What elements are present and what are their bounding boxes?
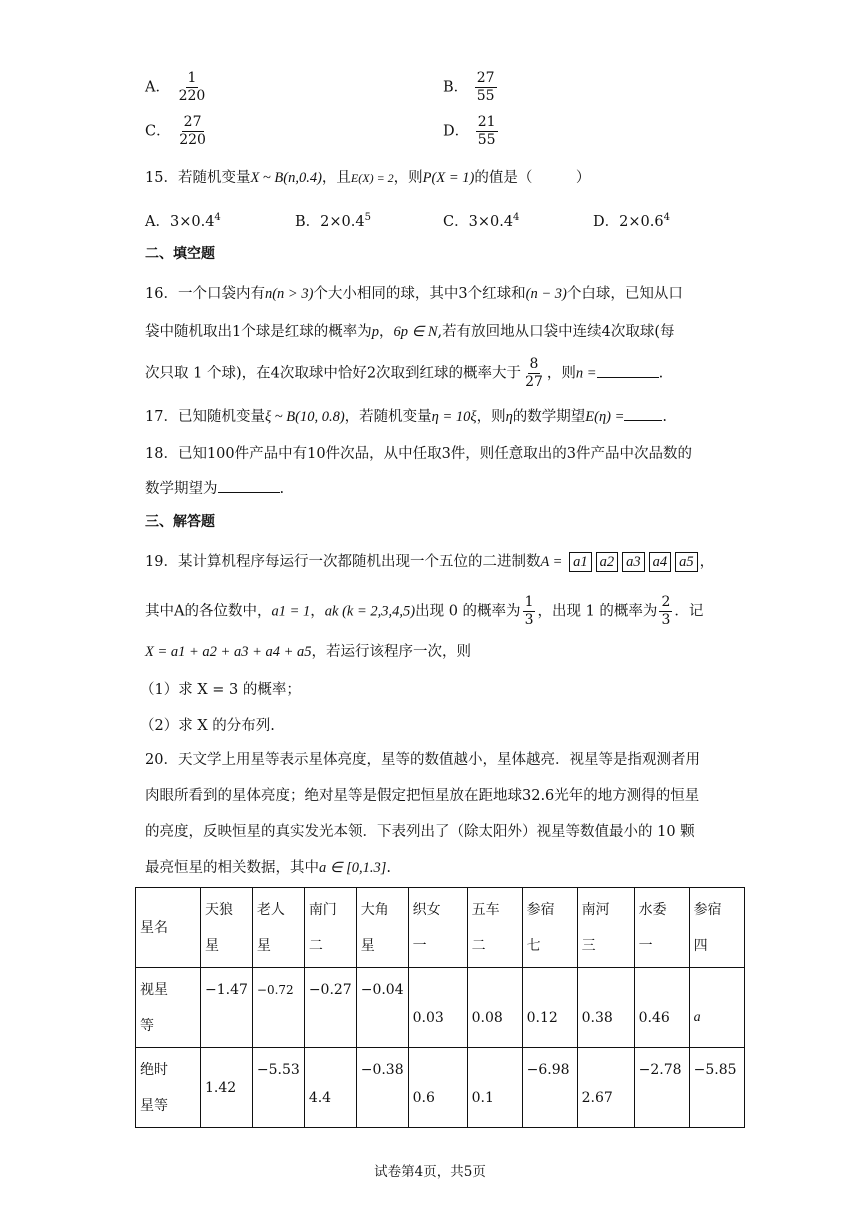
q19-line2: 其中A的各位数中，a1 = 1，ak (k = 2,3,4,5)出现 0 的概率为 $\frac{1}{3}$ ，出现 1 的概率为 $\frac{2}{3}$ ．记 <box>145 594 704 628</box>
table-cell: 0.08 <box>467 968 522 1048</box>
q15-option-b: B．$2\times 0.4^5$ <box>295 212 371 230</box>
table-cell: 1.42 <box>201 1048 253 1128</box>
q17-stem: 17．已知随机变量ξ ~ B(10, 0.8)，若随机变量η = 10ξ，则η的数学期望E(η) = . <box>145 406 667 427</box>
table-cell: −1.47 <box>201 968 253 1048</box>
row-label-absolute-magnitude: 绝时 星等 <box>136 1048 201 1128</box>
table-header-cell: 老人 星 <box>252 888 304 968</box>
table-cell: 0.03 <box>408 968 467 1048</box>
binary-digit-box: a1 <box>569 552 592 572</box>
table-header-row <box>136 888 745 968</box>
table-cell: −0.04 <box>356 968 408 1048</box>
q18-line1: 18．已知100件产品中有10件次品，从中任取3件，则任意取出的3件产品中次品数的 <box>145 446 693 462</box>
table-header-cell: 南河 三 <box>577 888 634 968</box>
page-footer: 试卷第4页，共5页 <box>374 1164 486 1180</box>
table-cell: 2.67 <box>577 1048 634 1128</box>
option-label: B． <box>443 79 469 96</box>
table-header-cell: 五车 二 <box>467 888 522 968</box>
q19-sub1: （1）求 X = 3 的概率； <box>140 682 301 698</box>
row-label-apparent-magnitude: 视星 等 <box>136 968 201 1048</box>
table-row <box>136 968 745 1048</box>
q20-line2: 肉眼所看到的星体亮度；绝对星等是假定把恒星放在距地球32.6光年的地方测得的恒星 <box>145 788 700 804</box>
binary-digit-box: a4 <box>649 552 672 572</box>
q14-option-a: A． $\frac{1}{220}$ <box>145 70 206 104</box>
table-cell: −5.53 <box>252 1048 304 1128</box>
table-header-cell: 参宿 七 <box>522 888 577 968</box>
section-heading-fill-in: 二、填空题 <box>145 246 215 262</box>
option-label: C． <box>145 123 171 140</box>
binary-digit-box: a2 <box>596 552 619 572</box>
q14-option-d: D． $\frac{21}{55}$ <box>443 114 496 148</box>
table-cell: 0.38 <box>577 968 634 1048</box>
table-cell: 0.1 <box>467 1048 522 1128</box>
q19-line3: X = a1 + a2 + a3 + a4 + a5，若运行该程序一次，则 <box>145 644 472 660</box>
table-header-cell: 大角 星 <box>356 888 408 968</box>
table-cell: −0.38 <box>356 1048 408 1128</box>
q16-line3: 次只取 1 个球)，在4次取球中恰好2次取到红球的概率大于 $\frac{8}{27}$ ，则n = . <box>145 356 664 390</box>
binary-digit-box: a3 <box>622 552 645 572</box>
q15-option-c: C．$3\times 0.4^4$ <box>443 212 520 230</box>
table-cell: 4.4 <box>304 1048 356 1128</box>
table-header-cell: 南门 二 <box>304 888 356 968</box>
answer-blank <box>597 363 659 378</box>
q20-line4: 最亮恒星的相关数据，其中a ∈ [0,1.3]. <box>145 860 392 876</box>
stars-table <box>135 887 745 1128</box>
table-header-cell: 参宿 四 <box>689 888 744 968</box>
q20-line1: 20．天文学上用星等表示星体亮度，星等的数值越小，星体越亮．视星等是指观测者用 <box>145 752 700 768</box>
table-row <box>136 1048 745 1128</box>
binary-digit-box: a5 <box>675 552 698 572</box>
table-cell: 0.6 <box>408 1048 467 1128</box>
table-cell: −6.98 <box>522 1048 577 1128</box>
q19-line1: 19．某计算机程序每运行一次都随机出现一个五位的二进制数A = a1 a2 a3 a4 a5 ， <box>145 554 715 570</box>
table-header-cell: 水委 一 <box>634 888 689 968</box>
q20-line3: 的亮度，反映恒星的真实发光本领．下表列出了（除太阳外）视星等数值最小的 10 颗 <box>145 824 695 840</box>
q16-line2: 袋中随机取出1个球是红球的概率为p，6p ∈ N,若有放回地从口袋中连续4次取球(每 <box>145 324 675 340</box>
q18-line2: 数学期望为 . <box>145 478 284 499</box>
table-header-cell: 星名 <box>136 888 201 968</box>
table-cell: −0.72 <box>252 968 304 1048</box>
table-header-cell: 织女 一 <box>408 888 467 968</box>
option-label: D． <box>443 123 470 140</box>
q14-option-c: C． $\frac{27}{220}$ <box>145 114 206 148</box>
table-cell: 0.46 <box>634 968 689 1048</box>
table-cell: 0.12 <box>522 968 577 1048</box>
q15-stem: 15．若随机变量X ~ B(n,0.4)，且E(X) = 2，则P(X = 1)的值是（ ） <box>145 170 591 186</box>
q14-option-b: B． $\frac{27}{55}$ <box>443 70 495 104</box>
q15-option-d: D．$2\times 0.6^4$ <box>593 212 670 230</box>
q15-option-a: A．$3\times 0.4^4$ <box>145 212 221 230</box>
table-cell: −5.85 <box>689 1048 744 1128</box>
answer-blank <box>624 406 662 421</box>
table-cell: a <box>689 968 744 1048</box>
answer-blank <box>218 478 280 493</box>
option-label: A． <box>145 79 170 96</box>
table-cell: −2.78 <box>634 1048 689 1128</box>
table-cell: −0.27 <box>304 968 356 1048</box>
section-heading-solutions: 三、解答题 <box>145 514 215 530</box>
q16-line1: 16．一个口袋内有n(n > 3)个大小相同的球，其中3个红球和(n − 3)个白球，已知从口 <box>145 286 683 302</box>
table-header-cell: 天狼 星 <box>201 888 253 968</box>
q19-sub2: （2）求 X 的分布列. <box>140 718 275 734</box>
